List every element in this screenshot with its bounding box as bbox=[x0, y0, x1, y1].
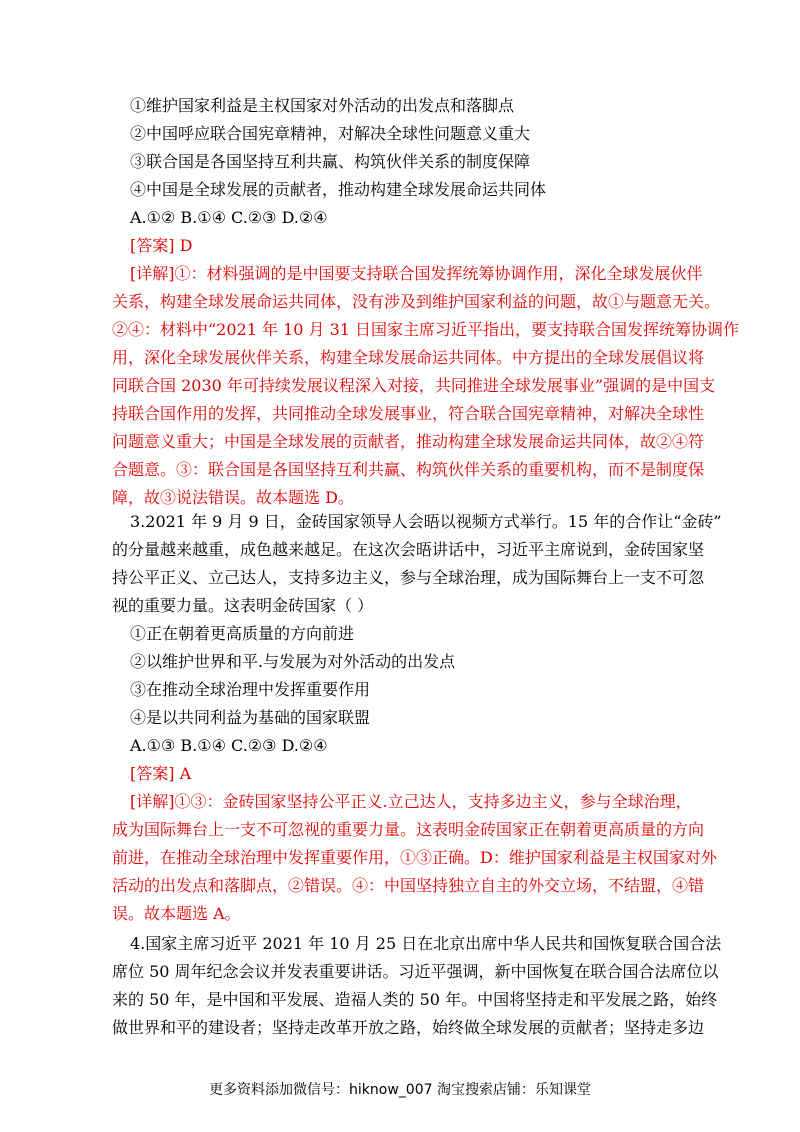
page-footer: 更多资料添加微信号：hiknow_007 淘宝搜索店铺：乐知课堂 bbox=[209, 1082, 591, 1098]
q2-expl-line: 用，深化全球发展伙伴关系，构建全球发展命运共同体。中方提出的全球发展倡议将 bbox=[112, 348, 705, 367]
q4-stem bbox=[112, 930, 722, 1042]
q2-option-3: ③联合国是各国坚持互利共赢、构筑伙伴关系的制度保障 bbox=[130, 152, 531, 171]
q3-option-1: ①正在朝着更高质量的方向前进 bbox=[130, 624, 355, 643]
q4-stem-line: 4.国家主席习近平 2021 年 10 月 25 日在北京出席中华人民共和国恢复联合国合法 bbox=[130, 934, 722, 953]
q3-options bbox=[130, 620, 690, 788]
q2-expl-line: 关系，构建全球发展命运共同体，没有涉及到维护国家利益的问题，故①与题意无关。 bbox=[112, 292, 721, 311]
q3-expl-line: 活动的出发点和落脚点，②错误。④：中国坚持独立自主的外交立场，不结盟，④错 bbox=[112, 876, 705, 895]
q2-option-4: ④中国是全球发展的贡献者，推动构建全球发展命运共同体 bbox=[130, 180, 547, 199]
q2-option-2: ②中国呼应联合国宪章精神，对解决全球性问题意义重大 bbox=[130, 124, 531, 143]
q3-stem-line: 3.2021 年 9 月 9 日，金砖国家领导人会晤以视频方式举行。15 年的合作让“金砖” bbox=[130, 512, 722, 531]
q3-explanation bbox=[112, 788, 717, 928]
q3-option-2: ②以维护世界和平.与发展为对外活动的出发点 bbox=[130, 652, 456, 671]
q4-stem-line: 席位 50 周年纪念会议并发表重要讲话。习近平强调，新中国恢复在联合国合法席位以 bbox=[112, 962, 719, 981]
q3-expl-line: 前进，在推动全球治理中发挥重要作用，①③正确。D：维护国家利益是主权国家对外 bbox=[112, 848, 717, 867]
q3-expl-line: [详解]①③：金砖国家坚持公平正义.立己达人，支持多边主义，参与全球治理， bbox=[130, 792, 692, 811]
q3-choices: A.①③ B.①④ C.②③ D.②④ bbox=[130, 736, 328, 755]
q4-stem-line: 来的 50 年，是中国和平发展、造福人类的 50 年。中国将坚持走和平发展之路，始终 bbox=[112, 990, 718, 1009]
q2-expl-line: ②④：材料中“2021 年 10 月 31 日国家主席习近平指出，要支持联合国发挥统筹协调作 bbox=[112, 320, 740, 339]
q3-stem-line: 持公平正义、立己达人，支持多边主义，参与全球治理，成为国际舞台上一支不可忽 bbox=[112, 568, 705, 587]
q3-expl-line: 误。故本题选 A。 bbox=[112, 904, 241, 923]
q3-option-3: ③在推动全球治理中发挥重要作用 bbox=[130, 680, 371, 699]
q3-stem bbox=[112, 508, 722, 620]
q2-options bbox=[130, 92, 690, 260]
q2-expl-line: 同联合国 2030 年可持续发展议程深入对接，共同推进全球发展事业”强调的是中国支 bbox=[112, 376, 716, 395]
q3-expl-line: 成为国际舞台上一支不可忽视的重要力量。这表明金砖国家正在朝着更高质量的方向 bbox=[112, 820, 705, 839]
q2-expl-line: 合题意。③：联合国是各国坚持互利共赢、构筑伙伴关系的重要机构，而不是制度保 bbox=[112, 460, 705, 479]
q2-expl-line: 问题意义重大；中国是全球发展的贡献者，推动构建全球发展命运共同体，故②④符 bbox=[112, 432, 705, 451]
q4-stem-line: 做世界和平的建设者；坚持走改革开放之路，始终做全球发展的贡献者；坚持走多边 bbox=[112, 1018, 705, 1037]
q2-expl-line: 障，故③说法错误。故本题选 D。 bbox=[112, 488, 354, 507]
q2-answer: [答案] D bbox=[130, 236, 193, 255]
q3-stem-line: 的分量越来越重，成色越来越足。在这次会晤讲话中，习近平主席说到，金砖国家坚 bbox=[112, 540, 705, 559]
q2-choices: A.①② B.①④ C.②③ D.②④ bbox=[130, 208, 328, 227]
q2-expl-line: [详解]①：材料强调的是中国要支持联合国发挥统筹协调作用，深化全球发展伙伴 bbox=[130, 264, 703, 283]
q3-stem-line: 视的重要力量。这表明金砖国家（ ） bbox=[112, 596, 374, 615]
q2-option-1: ①维护国家利益是主权国家对外活动的出发点和落脚点 bbox=[130, 96, 515, 115]
q3-option-4: ④是以共同利益为基础的国家联盟 bbox=[130, 708, 371, 727]
q3-answer: [答案] A bbox=[130, 764, 192, 783]
q2-expl-line: 持联合国作用的发挥，共同推动全球发展事业，符合联合国宪章精神，对解决全球性 bbox=[112, 404, 705, 423]
q2-explanation bbox=[112, 260, 740, 512]
